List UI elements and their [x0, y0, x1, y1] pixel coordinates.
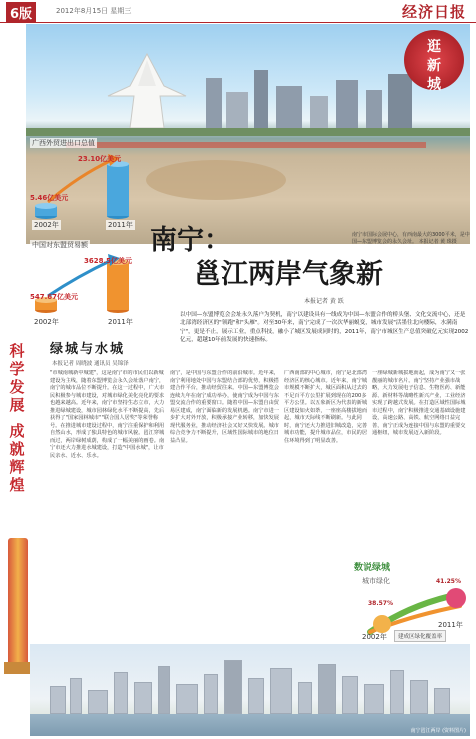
chart2-year-2002: 2002年 — [34, 318, 59, 326]
slogan-char: 煌 — [9, 476, 25, 494]
chart1-year-2011: 2011年 — [108, 221, 133, 229]
article-column-2: 南宁，是中国与东盟合作的前沿城市。近年来，南宁利用地处中国与东盟结合部的优势，积极搭建合作平台，推动经贸往来。中国—东盟博览会连续九年在南宁成功举办，使南宁成为中国与东盟交流合作的重要窗口。随着中国—东盟自由贸易区建成，南宁面临新的发展机遇。南宁市进一步扩大对外开放，积极承接产业转移，加快发展现代服务业，推动经济社会又好又快发展。城市综合竞争力不断提升，区域性国际城市的地位日益凸显。 — [170, 370, 279, 444]
sub-article-byline: 本报记者 周晓波 通讯员 吴锦泽 — [52, 361, 129, 367]
badge-char: 新 — [427, 58, 441, 74]
badge-char: 城 — [427, 77, 441, 93]
building — [342, 676, 358, 714]
plaza — [146, 160, 286, 200]
chart1-value-2002: 5.46亿美元 — [30, 194, 69, 202]
issue-date: 2012年8月15日 星期三 — [56, 7, 132, 15]
building — [364, 684, 384, 714]
building — [88, 690, 108, 714]
building — [254, 70, 268, 136]
article-column-4: 一座绿城新城拔地而起，成为南宁又一张靓丽的城市名片。南宁坚持产业强市战略，大力发展电子信息、生物医药、新能源、新材料等战略性新兴产业，工业经济实现了跨越式发展。在打造区域性国际城市过程中，南宁积极推进交通基础设施建设，高速公路、高铁、航空网络日益完善，南宁正成为连接中国与东盟的重要交通枢纽，城市发展迈入新阶段。 — [372, 370, 466, 436]
main-byline: 本报记者 黄 跃 — [304, 298, 344, 305]
building — [410, 680, 428, 714]
bar-2011 — [107, 262, 129, 310]
headline-line1: 南宁： — [150, 225, 231, 256]
green-chart-title: 城市绿化 — [362, 577, 390, 585]
river — [30, 714, 470, 736]
chart2-year-2011: 2011年 — [108, 318, 133, 326]
vertical-slogan — [8, 342, 26, 494]
skyline-credit: 南宁邕江两岸 (资料图片) — [410, 728, 466, 734]
badge-char: 逛 — [427, 39, 441, 55]
bar-2011 — [107, 164, 129, 216]
slogan-char: 发 — [9, 378, 25, 396]
point-2011 — [446, 588, 466, 608]
building — [204, 674, 218, 714]
green-value-2011: 41.25% — [436, 578, 461, 585]
main-headline — [150, 224, 383, 292]
building — [248, 678, 264, 714]
green-chart-legend: 建成区绿化覆盖率 — [394, 630, 446, 642]
slogan-char: 成 — [9, 422, 25, 440]
ornamental-pillar — [8, 538, 28, 670]
green-year-2002: 2002年 — [362, 633, 387, 641]
tree-line — [26, 128, 470, 136]
building — [158, 666, 170, 714]
point-2002 — [373, 615, 391, 633]
page-header — [0, 0, 476, 23]
city-skyline-photo — [30, 644, 470, 736]
building — [70, 678, 82, 714]
lead-paragraph: 以中国—东盟博览会会址永久落户为契机，南宁以建设具有一线成为中国—东盟合作的桥头堡、文化交流中心，还是北部湾经济区的"领跑"和"头雁"。对至30年来，南宁完成了一次次华丽蜕变，城市发展"活墨往北向楼际，水满南宁"，更是不止，展示工业，重点科技，融小了城区发展成同时的，2011年，南宁市城区生产总值突破亿元实现2002亿元，超越10年前发展的快速指标。 — [180, 312, 469, 344]
chart2-value-2002: 547.67亿美元 — [30, 293, 79, 301]
building — [390, 670, 404, 714]
chart2-value-2011: 3628.5亿美元 — [84, 257, 133, 265]
newspaper-logo: 经济日报 — [401, 3, 466, 21]
green-year-2011: 2011年 — [438, 621, 463, 629]
building — [134, 682, 152, 714]
green-value-2002: 38.57% — [368, 600, 393, 607]
photo-caption: 南宁市国际会展中心，有西南最大的3000平米，是中国—东盟博览会的永久会址。 本报记者 黄 珠摄 — [352, 232, 470, 245]
building — [318, 664, 336, 714]
slogan-char: 辉 — [9, 458, 25, 476]
building — [176, 684, 198, 714]
headline-line2: 邕江两岸气象新 — [194, 259, 383, 290]
page-number: 6版 — [6, 2, 36, 23]
chart1-value-2011: 23.10亿美元 — [78, 155, 122, 163]
chart1-year-2002: 2002年 — [34, 221, 59, 229]
exhibition-dome-icon — [104, 52, 190, 130]
slogan-gap — [8, 414, 26, 422]
slogan-char: 学 — [9, 360, 25, 378]
slogan-char: 展 — [9, 396, 25, 414]
article-column-1: "市城南城新中城建"，这是南宁市的市民们以新城建设为主线，随着东盟博览会永久会址落户南宁，南宁的城市品位不断提升。在这一过程中，广大市民积极参与城市建设，对城市绿化美化亮化的要求也越来越高。近年来，南宁市坚持生态立市，大力推进绿城建设，城市园林绿化水平不断提高，先后获得了"国家园林城市""联合国人居奖"等荣誉称号。在推进城市建设过程中，南宁注重保护和利用自然山水，形成了独具特色的城市风貌。邕江穿城而过，两岸绿树成荫，构成了一幅美丽的画卷。南宁市还大力推进水城建设，打造"中国水城"，让市民亲水、近水、乐水。 — [50, 370, 165, 459]
article-column-3: 广西南部的中心城市，南宁是北部湾经济区的核心城市。近年来，南宁城市规模不断扩大，城区面积从过去的不足百平方公里扩展到现在的200多平方公里。以五象新区为代表的新城区建设如火如荼，一座座高楼拔地而起，城市天际线不断刷新。与此同时，南宁还大力推进旧城改造，完善城市功能，提升城市品位，市民的居住环境得到了明显改善。 — [284, 370, 368, 444]
building — [224, 660, 242, 714]
chart1-title: 广西外贸进出口总值 — [32, 139, 95, 147]
building — [434, 688, 450, 714]
slogan-char: 科 — [9, 342, 25, 360]
chart2-title: 中国对东盟贸易额 — [32, 241, 88, 249]
green-chart-header: 数说绿城 — [354, 563, 391, 573]
sub-article-title: 绿城与水城 — [50, 342, 126, 357]
building — [114, 672, 128, 714]
slogan-char: 就 — [9, 440, 25, 458]
building — [270, 668, 292, 714]
building — [50, 686, 66, 714]
city-tour-badge — [404, 30, 464, 93]
building — [298, 682, 312, 714]
